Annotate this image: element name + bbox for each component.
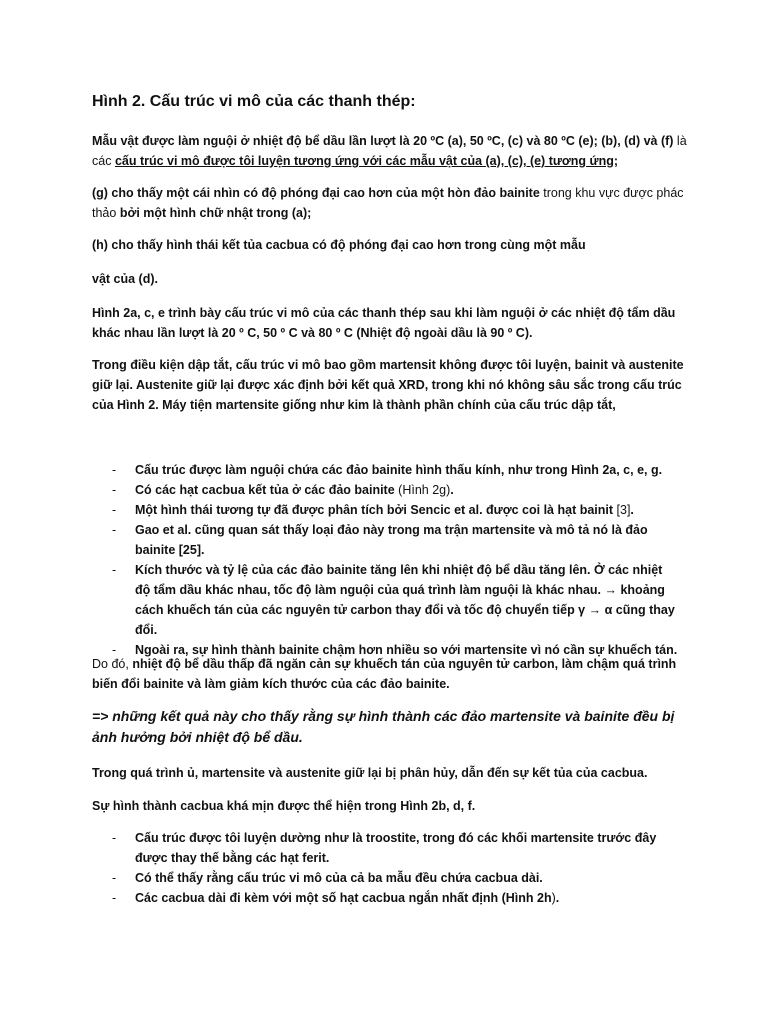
dash-marker: - bbox=[112, 463, 117, 477]
dash-marker: - bbox=[112, 831, 117, 845]
paragraph-lead-normal: Do đó, bbox=[92, 657, 133, 671]
figure-title: Hình 2. Cấu trúc vi mô của các thanh thép: bbox=[92, 93, 416, 110]
dash-marker: - bbox=[112, 563, 117, 577]
paragraph-hinh-2ace: Hình 2a, c, e trình bày cấu trúc vi mô của các thanh thép sau khi làm nguội ở các nhiệt độ tẩm dầu khác nhau lần lượt là 20 º C, 50 º C và 80 º C (Nhiệt độ ngoài dầu là 90 º C). bbox=[92, 306, 676, 340]
bullet-list-tempered bbox=[0, 828, 768, 908]
dash-marker: - bbox=[112, 891, 117, 905]
list-item: - Cấu trúc được tôi luyện dường như là troostite, trong đó các khối martensite trước đây được thay thế bằng các hạt ferit. bbox=[0, 828, 680, 868]
list-item: - Gao et al. cũng quan sát thấy loại đảo này trong ma trận martensite và mô tả nó là đảo bainite [25]. bbox=[0, 520, 680, 560]
paragraph-h: (h) cho thấy hình thái kết tủa cacbua có độ phóng đại cao hơn trong cùng một mẫu bbox=[92, 238, 586, 252]
paragraph-g-bold-end: bởi một hình chữ nhật trong (a); bbox=[119, 206, 312, 220]
dash-marker: - bbox=[112, 483, 117, 497]
caption-text-bold: Mẫu vật được làm nguội ở nhiệt độ bể dầu lần lượt là 20 ºC (a), 50 ºC, (c) và 80 ºC (e); (b), (d) và (f) bbox=[92, 134, 674, 148]
paragraph-conclusion-lead bbox=[92, 654, 692, 694]
dash-marker: - bbox=[112, 503, 117, 517]
list-item: - Có thể thấy rằng cấu trúc vi mô của cả ba mẫu đều chứa cacbua dài. bbox=[0, 868, 680, 888]
caption-text-end: ; bbox=[613, 154, 619, 168]
paragraph-lead-bold: nhiệt độ bể dầu thấp đã ngăn cản sự khuếch tán của nguyên tử carbon, làm chậm quá trình biến đổi bainite và làm giảm kích thước của các đảo bainite. bbox=[92, 657, 677, 691]
dash-marker: - bbox=[112, 643, 117, 657]
paragraph-g bbox=[92, 183, 692, 223]
paragraph-tempering: Trong quá trình ủ, martensite và austenite giữ lại bị phân hủy, dẫn đến sự kết tủa của cacbua. bbox=[92, 766, 648, 780]
bullet-list-bainite bbox=[0, 460, 768, 660]
paragraph-g-normal: trong khu vực được phác thảo bbox=[92, 186, 684, 220]
dash-marker: - bbox=[112, 523, 117, 537]
conclusion-statement: => những kết quả này cho thấy rằng sự hình thành các đảo martensite và bainite đều bị ảnh hưởng bởi nhiệt độ bể dầu. bbox=[92, 708, 675, 745]
paragraph-quench-conditions: Trong điều kiện dập tắt, cấu trúc vi mô bao gồm martensit không được tôi luyện, bainit và austenite giữ lại. Austenite giữ lại được xác định bởi kết quả XRD, trong khi nó không sâu sắc trong cấu trúc của Hình 2. Máy tiện martensite giống như kim là thành phần chính của cấu trúc dập tắt, bbox=[92, 358, 684, 412]
list-item: - Ngoài ra, sự hình thành bainite chậm hơn nhiều so với martensite vì nó cần sự khuếch tán. bbox=[0, 640, 680, 660]
list-item: - Có các hạt cacbua kết tủa ở các đảo bainite (Hình 2g). bbox=[0, 480, 680, 500]
caption-text-underlined: cấu trúc vi mô được tôi luyện tương ứng với các mẫu vật của (a), (c), (e) tương ứng bbox=[114, 154, 614, 168]
dash-marker: - bbox=[112, 871, 117, 885]
list-item: - Các cacbua dài đi kèm với một số hạt cacbua ngắn nhất định (Hình 2h). bbox=[0, 888, 680, 908]
list-item: - Cấu trúc được làm nguội chứa các đảo bainite hình thấu kính, như trong Hình 2a, c, e, g. bbox=[0, 460, 680, 480]
paragraph-g-bold: (g) cho thấy một cái nhìn có độ phóng đại cao hơn của một hòn đảo bainite bbox=[92, 186, 540, 200]
paragraph-figure-caption bbox=[92, 131, 692, 171]
list-item: - Kích thước và tỷ lệ của các đảo bainite tăng lên khi nhiệt độ bể dầu tăng lên. Ở các nhiệt độ tẩm dầu khác nhau, tốc độ làm nguội của quá trình làm nguội là khác nhau. → khoảng cách khuếch tán của các nguyên tử carbon thay đổi và tốc độ chuyển tiếp γ → α cũng thay đổi. bbox=[0, 560, 680, 640]
list-item: - Một hình thái tương tự đã được phân tích bởi Sencic et al. được coi là hạt bainit [3]. bbox=[0, 500, 680, 520]
paragraph-h-continued: vật của (d). bbox=[92, 272, 158, 286]
paragraph-carbide: Sự hình thành cacbua khá mịn được thể hiện trong Hình 2b, d, f. bbox=[92, 799, 476, 813]
caption-text-normal: là các bbox=[92, 134, 687, 168]
